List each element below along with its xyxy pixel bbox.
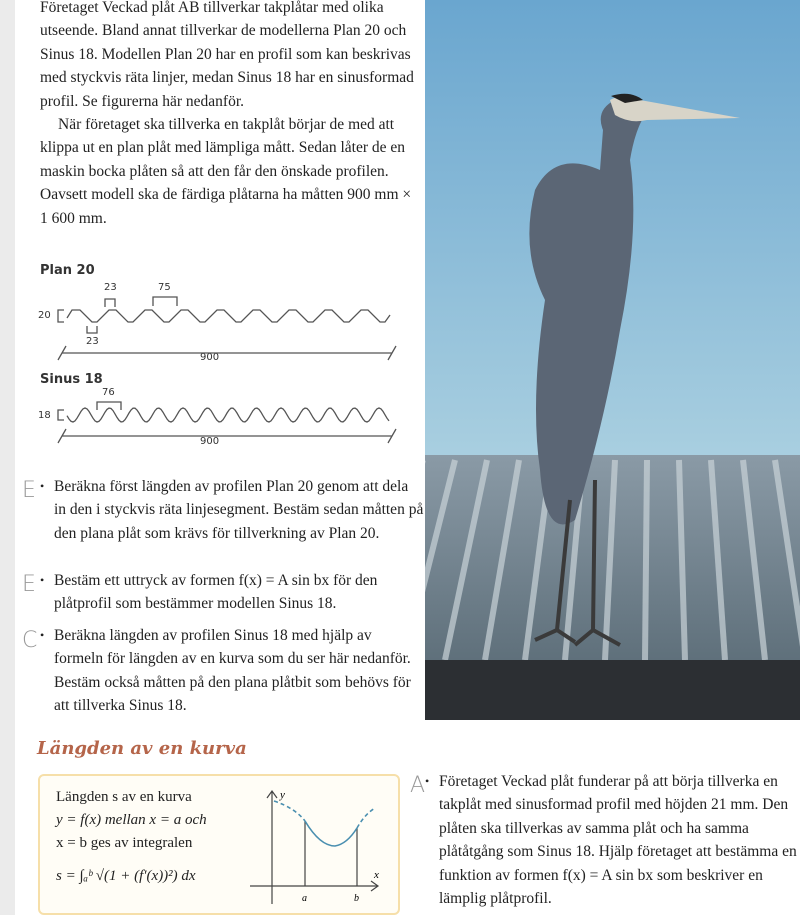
task-item	[40, 624, 424, 718]
plan20-profile	[67, 310, 390, 322]
plan20-bracket-period	[153, 297, 177, 306]
sinus18-dimension-line	[58, 429, 396, 443]
task-item	[40, 475, 424, 545]
box-line: y = f(x) mellan x = a och	[56, 812, 207, 828]
handwritten-mark: C	[22, 628, 38, 653]
curve-dashed-left	[274, 801, 305, 821]
bullet-icon: •	[40, 573, 45, 587]
plan20-top-width: 23	[104, 282, 117, 293]
plan20-dimension-line	[58, 346, 396, 360]
roof-rib	[645, 460, 647, 660]
intro-paragraph-1: Företaget Veckad plåt AB tillverkar takplåtar med olika utseende. Bland annat tillverkar de modellerna Plan 20 och Sinus 18. Modellen Plan 20 har en profil som kan beskrivas med styckvis räta linjer, medan Sinus 18 har en sinusformad profil. Se figurerna här nedanför.	[40, 0, 414, 110]
plan20-total: 900	[200, 352, 220, 363]
plan20-bracket-top	[105, 299, 115, 307]
sinus18-bracket-height	[58, 410, 64, 420]
task-item	[40, 569, 424, 616]
box-line: Längden s av en kurva	[56, 789, 192, 805]
arc-length-formula: s = ∫ₐᵇ √(1 + (f′(x))²) dx	[56, 868, 196, 884]
handwritten-mark: E	[22, 572, 36, 597]
plan20-bracket-bottom	[87, 326, 97, 333]
bullet-icon: •	[40, 628, 45, 642]
bullet-icon: •	[425, 774, 430, 788]
sinus18-height: 18	[38, 410, 51, 421]
y-axis	[267, 791, 277, 904]
y-label: y	[280, 789, 285, 801]
curve-length-text	[56, 786, 236, 888]
sinus18-period: 76	[102, 387, 115, 398]
curve-graph	[250, 786, 390, 906]
plan20-title: Plan 20	[40, 263, 95, 278]
task-text: Bestäm ett uttryck av formen f(x) = A sin bx för den plåtprofil som bestämmer modellen Sinus 18.	[54, 572, 378, 613]
curve-length-box	[38, 774, 400, 915]
handwritten-mark: E	[22, 478, 36, 503]
heron-photo	[425, 0, 800, 720]
curve	[305, 821, 357, 846]
section-title: Längden av en kurva	[37, 738, 247, 759]
plan20-bottom-width: 23	[86, 336, 99, 347]
task-text: Beräkna längden av profilen Sinus 18 med hjälp av formeln för längden av en kurva som du ser här nedanför. Bestäm också måtten på den plana plåtbit som behövs för att tillverka Sinus 18.	[54, 627, 411, 715]
plan20-height: 20	[38, 310, 51, 321]
sinus18-total: 900	[200, 436, 220, 447]
box-line: x = b ges av integralen	[56, 835, 193, 851]
intro-text	[40, 0, 415, 230]
task-item	[425, 770, 799, 910]
x-axis	[250, 881, 378, 891]
sinus18-title: Sinus 18	[40, 372, 103, 387]
curve-dashed-right	[357, 808, 375, 828]
handwritten-mark: A	[410, 773, 426, 798]
profile-diagrams	[0, 260, 420, 460]
task-text: Företaget Veckad plåt funderar på att börja tillverka en takplåt med sinusformad profil med höjden 21 mm. Den plåten ska tillverkas av samma plåt och ha samma plåtåtgång som Sinus 18. Hjälp företaget att bestämma en funktion av formen f(x) = A sin bx som beskriver en lämplig plåtprofil.	[439, 773, 797, 908]
x-label: x	[374, 869, 379, 881]
heron-on-roof-image	[425, 0, 800, 720]
plan20-bracket-height	[58, 310, 64, 322]
b-label: b	[354, 893, 359, 904]
task-text: Beräkna först längden av profilen Plan 20 genom att dela in den i styckvis räta linjesegment. Bestäm sedan måtten på den plana plåt som krävs för tillverkning av Plan 20.	[54, 478, 424, 542]
sinus18-profile	[67, 408, 389, 422]
bullet-icon: •	[40, 479, 45, 493]
a-label: a	[302, 893, 307, 904]
intro-paragraph-2: När företaget ska tillverka en takplåt börjar de med att klippa ut en plan plåt med lämpliga mått. Sedan låter de en maskin bocka plåten så att den får den önskade profilen. Oavsett modell ska de färdiga plåtarna ha måtten 900 mm × 1 600 mm.	[40, 116, 412, 227]
plan20-period: 75	[158, 282, 171, 293]
